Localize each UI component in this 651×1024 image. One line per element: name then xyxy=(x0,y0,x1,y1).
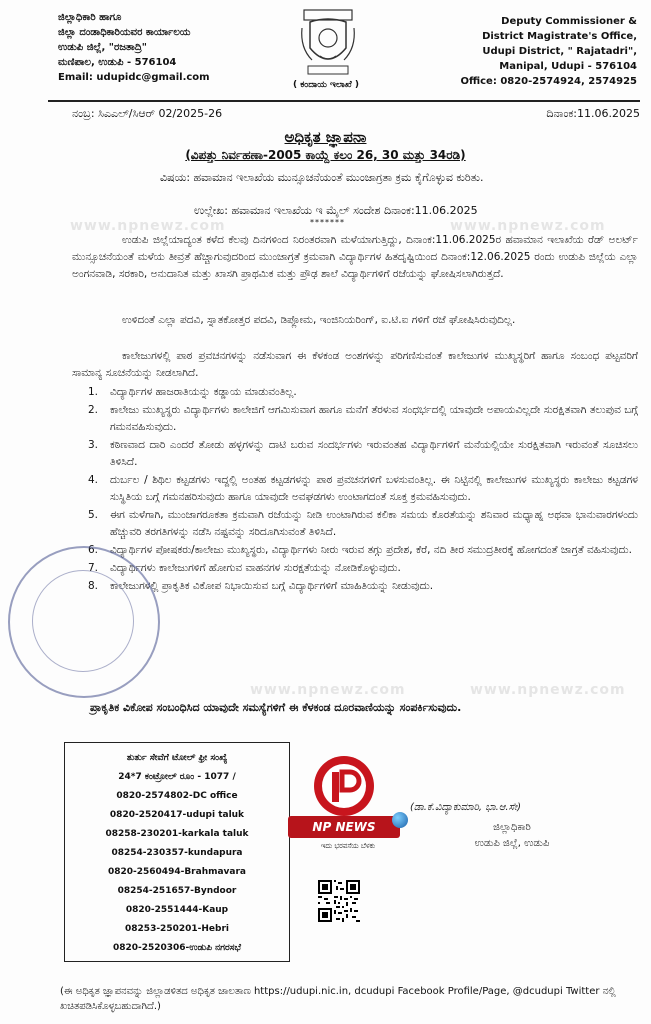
list-number: 8. xyxy=(88,580,99,592)
list-text: ದುರ್ಬಲ / ಶಿಥಿಲ ಕಟ್ಟಡಗಳು ಇದ್ದಲ್ಲಿ ಅಂತಹ ಕಟ್ಟಡಗಳನ್ನು ಪಾಠ ಪ್ರವಚನಗಳಿಗೆ ಬಳಸುವಂತಿಲ್ಲ. ಈ ನಿಟ್ಟಿನಲ್ಲಿ ಕಾಲೇಜುಗಳ ಮುಖ್ಯಸ್ಥರು ಕಾಲೇಜು ಕಟ್ಟಡಗಳ ಸುಸ್ಥಿತಿಯ ಬಗ್ಗೆ ಗಮನಹರಿಸುವುದು ಹಾಗೂ ಯಾವುದೇ ಅವಘಡಗಳು ಉಂಟಾಗದಂತೆ ಸೂಕ್ತ ಕ್ರಮವಹಿಸುವುದು. xyxy=(110,474,638,503)
header-right-line: Deputy Commissioner & xyxy=(501,16,637,27)
helpline-title: ತುರ್ತು ಸೇವೆಗೆ ಟೋಲ್ ಫ್ರೀ ಸಂಖ್ಯೆ xyxy=(126,753,228,763)
list-text: ಈಗ ಮಳೆಗಾಗಿ, ಮುಂಜಾಗರೂಕತಾ ಕ್ರಮವಾಗಿ ರಜೆಯನ್ನು ನೀಡಿ ಉಂಟಾಗಿರುವ ಕಲಿಕಾ ಸಮಯ ಕೊರತೆಯನ್ನು ಶನಿವಾರ ಮಧ್ಯಾಹ್ನ ಅಥವಾ ಭಾನುವಾರಗಳಂದು ಹೆಚ್ಚುವರಿ ತರಗತಿಗಳನ್ನು ನಡೆಸಿ ನಷ್ಟವನ್ನು ಸರಿದೂಗಿಸುವಂತೆ ತಿಳಿಸಿದೆ. xyxy=(110,509,638,538)
paragraph-college-instructions: ಕಾಲೇಜುಗಳಲ್ಲಿ ಪಾಠ ಪ್ರವಚನಗಳನ್ನು ನಡೆಸುವಾಗ ಈ ಕೆಳಕಂಡ ಅಂಶಗಳನ್ನು ಪರಿಗಣಿಸುವಂತೆ ಕಾಲೇಜುಗಳ ಮುಖ್ಯಸ್ಥರಿಗೆ ಹಾಗೂ ಸಂಬಂಧ ಪಟ್ಟವರಿಗೆ ಸಾಮಾನ್ಯ ಸೂಚನೆಯನ್ನು ನೀಡಲಾಗಿದೆ. xyxy=(72,350,638,379)
helpline-number: 08254-251657-Byndoor xyxy=(117,886,237,896)
list-number: 5. xyxy=(88,509,99,521)
signature-block xyxy=(432,820,592,852)
header-right-line: District Magistrate's Office, xyxy=(482,31,637,42)
helpline-number: 0820-2551444-Kaup xyxy=(125,905,229,915)
helpline-number: 0820-2560494-Brahmavara xyxy=(107,867,247,877)
list-number: 2. xyxy=(88,404,99,416)
memo-number: ನಂಬ್ರ: ಸಿಎಎಲ್/ಸಿಆರ್ 02/2025-26 xyxy=(72,107,223,120)
np-news-banner: NP NEWS xyxy=(288,816,400,838)
helpline-number: 0820-2574802-DC office xyxy=(116,791,238,801)
paragraph-holiday-announcement: ಉಡುಪಿ ಜಿಲ್ಲೆಯಾದ್ಯಂತ ಕಳೆದ ಕೆಲವು ದಿನಗಳಿಂದ ನಿರಂತರವಾಗಿ ಮಳೆಯಾಗುತ್ತಿದ್ದು, ದಿನಾಂಕ:11.06.2025ರ ಹವಾಮಾನ ಇಲಾಖೆಯ ರೆಡ್ ಅಲರ್ಟ್ ಮುನ್ಸೂಚನೆಯಂತೆ ಮಳೆಯ ತೀವ್ರತೆ ಹೆಚ್ಚಾಗುವುದರಿಂದ ಮುಂಜಾಗ್ರತೆ ಕ್ರಮವಾಗಿ ವಿದ್ಯಾರ್ಥಿಗಳ ಹಿತದೃಷ್ಟಿಯಿಂದ ದಿನಾಂಕ:12.06.2025 ರಂದು ಉಡುಪಿ ಜಿಲ್ಲೆಯ ಎಲ್ಲಾ ಅಂಗನವಾಡಿ, ಸರಕಾರಿ, ಅನುದಾನಿತ ಮತ್ತು ಖಾಸಗಿ ಪ್ರಾಥಮಿಕ ಮತ್ತು ಪ್ರೌಢ ಶಾಲೆ ವಿದ್ಯಾರ್ಥಿಗಳಿಗೆ ರಜೆಯನ್ನು ಘೋಷಿಸಲಾಗಿರುತ್ತದೆ. xyxy=(72,234,638,280)
list-item xyxy=(88,402,638,436)
watermark-text: www.npnewz.com xyxy=(70,218,226,234)
header-right-line: Udupi District, " Rajatadri", xyxy=(482,46,637,57)
header-left-line: ಜಿಲ್ಲಾ ದಂಡಾಧಿಕಾರಿಯವರ ಕಾರ್ಯಾಲಯ xyxy=(58,27,191,38)
signature-designation: ಜಿಲ್ಲಾಧಿಕಾರಿ xyxy=(493,822,531,833)
watermark-text: www.npnewz.com xyxy=(450,218,606,234)
footer-verification-note: (ಈ ಅಧಿಕೃತ ಜ್ಞಾಪನವನ್ನು ಜಿಲ್ಲಾಡಳಿತದ ಅಧಿಕೃತ ಜಾಲತಾಣ https://udupi.nic.in, dcudupi Facebook Profile/Page, @dcudupi Twitter ನಲ್ಲಿ ಖಚಿತಪಡಿಸಿಕೊಳ್ಳಬಹುದಾಗಿದೆ.) xyxy=(60,986,616,1012)
list-text: ವಿದ್ಯಾರ್ಥಿಗಳು ಕಾಲೇಜುಗಳಿಗೆ ಹೋಗುವ ವಾಹನಗಳ ಸುರಕ್ಷತೆಯನ್ನು ನೋಡಿಕೊಳ್ಳುವುದು. xyxy=(110,562,401,574)
helpline-box xyxy=(64,742,290,962)
list-number: 7. xyxy=(88,562,99,574)
list-item xyxy=(88,578,638,595)
list-item xyxy=(88,384,638,401)
globe-icon xyxy=(392,812,408,828)
list-text: ಕಠಿಣವಾದ ದಾರಿ ಎಂದರೆ ತೋಡು ಹಳ್ಳಗಳನ್ನು ದಾಟಿ ಬರುವ ಸಂದರ್ಭಗಳು ಇರುವಂತಹ ವಿದ್ಯಾರ್ಥಿಗಳಿಗೆ ಮನೆಯಲ್ಲಿಯೇ ಸುರಕ್ಷಿತವಾಗಿ ಇರುವಂತೆ ಸೂಚಿಸಲು ತಿಳಿಸಿದೆ. xyxy=(110,439,638,468)
list-number: 3. xyxy=(88,439,99,451)
header-left-email: Email: udupidc@gmail.com xyxy=(58,72,210,83)
helpline-number: 08258-230201-karkala taluk xyxy=(105,829,249,839)
memo-date: ದಿನಾಂಕ:11.06.2025 xyxy=(546,107,640,120)
np-news-tagline: ಇದು ಭರವಸೆಯ ಬೆಳಕು xyxy=(320,842,376,850)
reference-line xyxy=(72,107,640,121)
list-item xyxy=(88,560,638,577)
list-item xyxy=(88,542,638,559)
header-right-phone: Office: 0820-2574924, 2574925 xyxy=(460,76,637,87)
list-number: 4. xyxy=(88,474,99,486)
memo-subtitle: (ವಿಪತ್ತು ನಿರ್ವಹಣಾ-2005 ಕಾಯ್ದೆ ಕಲಂ 26, 30 ಮತ್ತು 34ರಡಿ) xyxy=(185,148,466,162)
list-text: ಕಾಲೇಜು ಮುಖ್ಯಸ್ಥರು ವಿದ್ಯಾರ್ಥಿಗಳು ಕಾಲೇಜಿಗೆ ಆಗಮಿಸುವಾಗ ಹಾಗೂ ಮನೆಗೆ ತೆರಳುವ ಸಂಧರ್ಭದಲ್ಲಿ ಯಾವುದೇ ಅಪಾಯವಿಲ್ಲದೇ ಸುರಕ್ಷಿತವಾಗಿ ತಲುಪುವ ಬಗ್ಗೆ ಗಮನವಹಿಸುವುದು. xyxy=(110,404,638,433)
emergency-contact-note: ಪ್ರಾಕೃತಿಕ ವಿಕೋಪ ಸಂಬಂಧಿಸಿದ ಯಾವುದೇ ಸಮಸ್ಯೆಗಳಿಗೆ ಈ ಕೆಳಕಂಡ ದೂರವಾಣಿಯನ್ನು ಸಂಪರ್ಕಿಸುವುದು. xyxy=(90,701,462,714)
list-item xyxy=(88,437,638,471)
list-item xyxy=(88,472,638,506)
memo-title: ಅಧಿಕೃತ ಜ್ಞಾಪನಾ xyxy=(284,128,367,146)
helpline-control-room: 24*7 ಕಂಟ್ರೋಲ್ ರೂಂ - 1077 / xyxy=(118,772,236,782)
header-left-address xyxy=(58,10,268,85)
karnataka-emblem-icon xyxy=(298,8,358,78)
seal-inner-ring xyxy=(32,570,134,672)
header-right-line: Manipal, Udupi - 576104 xyxy=(499,61,637,72)
helpline-number: 08253-250201-Hebri xyxy=(125,924,229,934)
memo-reference: ಉಲ್ಲೇಖ: ಹವಾಮಾನ ಇಲಾಖೆಯ ಇ ಮೈಲ್ ಸಂದೇಶ ದಿನಾಂಕ:11.06.2025 xyxy=(194,204,478,217)
office-seal-stamp xyxy=(8,546,160,698)
watermark-text: www.npnewz.com xyxy=(250,682,406,698)
list-item xyxy=(88,507,638,541)
header-left-line: ಜಿಲ್ಲಾಧಿಕಾರಿ ಹಾಗೂ xyxy=(58,12,122,23)
signature-place: ಉಡುಪಿ ಜಿಲ್ಲೆ, ಉಡುಪಿ xyxy=(474,838,550,849)
memo-subject: ವಿಷಯ: ಹವಾಮಾನ ಇಲಾಖೆಯ ಮುನ್ಸೂಚನೆಯಂತೆ ಮುಂಜಾಗ್ರತಾ ಕ್ರಮ ಕೈಗೊಳ್ಳುವ ಕುರಿತು. xyxy=(160,171,484,184)
header-left-line: ಮಣಿಪಾಲ, ಉಡುಪಿ - 576104 xyxy=(58,57,177,68)
helpline-number: 08254-230357-kundapura xyxy=(111,848,243,858)
instruction-list xyxy=(88,384,638,596)
watermark-text: www.npnewz.com xyxy=(470,682,626,698)
header-right-address xyxy=(437,14,637,89)
list-number: 1. xyxy=(88,386,99,398)
list-text: ಕಾಲೇಜುಗಳಲ್ಲಿ ಪ್ರಾಕೃತಿಕ ವಿಕೋಪ ನಿಭಾಯಿಸುವ ಬಗ್ಗೆ ವಿದ್ಯಾರ್ಥಿಗಳಿಗೆ ಮಾಹಿತಿಯನ್ನು ನೀಡುವುದು. xyxy=(110,580,434,592)
helpline-number: 0820-2520417-udupi taluk xyxy=(109,810,245,820)
emblem-caption: ( ಕಂದಾಯ ಇಲಾಖೆ ) xyxy=(292,80,360,90)
qr-code-icon xyxy=(318,880,360,922)
paragraph-no-holiday-colleges: ಉಳಿದಂತೆ ಎಲ್ಲಾ ಪದವಿ, ಸ್ನಾತಕೋತ್ತರ ಪದವಿ, ಡಿಪ್ಲೋಮ, ಇಂಜಿನಿಯರಿಂಗ್, ಐ.ಟಿ.ಐ ಗಳಿಗೆ ರಜೆ ಘೋಷಿಸಿರುವುದಿಲ್ಲ. xyxy=(122,314,516,326)
header-divider xyxy=(48,100,640,102)
list-text: ವಿದ್ಯಾರ್ಥಿಗಳ ಪೋಷಕರು/ಕಾಲೇಜು ಮುಖ್ಯಸ್ಥರು, ವಿದ್ಯಾರ್ಥಿಗಳು ನೀರು ಇರುವ ತಗ್ಗು ಪ್ರದೇಶ, ಕೆರೆ, ನದಿ ತೀರ ಸಮುದ್ರತೀರಕ್ಕೆ ಹೋಗದಂತೆ ಜಾಗ್ರತೆ ವಹಿಸುವುದು. xyxy=(110,544,632,556)
header-left-line: ಉಡುಪಿ ಜಿಲ್ಲೆ, "ರಜತಾದ್ರಿ" xyxy=(58,42,147,53)
signature-name: (ಡಾ.ಕೆ.ವಿದ್ಯಾಕುಮಾರಿ, ಭಾ.ಆ.ಸೇ) xyxy=(410,802,522,813)
list-text: ವಿದ್ಯಾರ್ಥಿಗಳ ಹಾಜರಾತಿಯನ್ನು ಕಡ್ಡಾಯ ಮಾಡುವಂತಿಲ್ಲ. xyxy=(110,386,297,398)
separator-stars: ******* xyxy=(310,218,345,227)
helpline-number: 0820-2520306-ಉಡುಪಿ ನಗರಸಭೆ xyxy=(112,943,242,953)
list-number: 6. xyxy=(88,544,99,556)
